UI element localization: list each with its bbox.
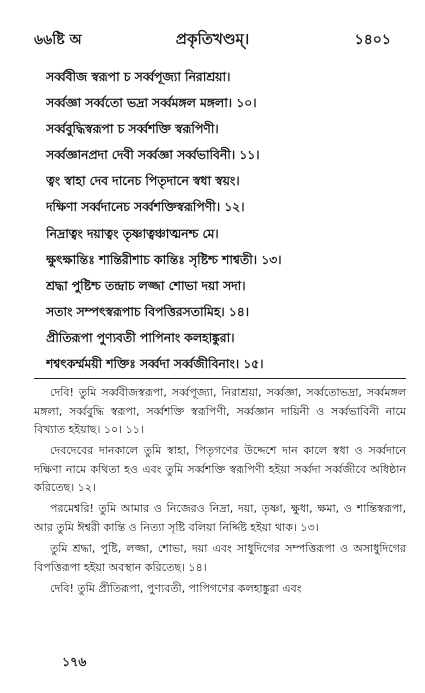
- verse-line: নিদ্রাত্বং দয়াত্বং তৃষ্ণাত্বঞ্চাত্মনশ্চ মে।: [46, 225, 219, 241]
- page-header: [0, 28, 425, 50]
- verse-line: দক্ষিণা সর্ব্বদানেচ সর্ব্বশক্তিস্বরূপিণী। ১২।: [46, 199, 245, 215]
- verse-line: শ্রদ্ধা পুষ্টিশ্চ তন্দ্রাচ লজ্জা শোভা দয়া সদা।: [46, 277, 246, 293]
- sanskrit-verses: [46, 64, 406, 377]
- page-number-top: ১৪০১: [354, 32, 391, 48]
- section-title: প্রকৃতিখণ্ডম্।: [175, 30, 250, 48]
- translation-paragraph: পরমেশ্বরি! তুমি আমার ও নিজেরও নিদ্রা, দয়া, তৃষ্ণা, ক্ষুধা, ক্ষমা, ও শান্তিস্বরূপা, আর তুমি ঈশ্বরী কান্তি ও নিত্যা সৃষ্টি বলিয়া নির্দ্দিষ্ট হইয়া থাক। ১৩।: [34, 502, 406, 534]
- verse-line: ক্ষুৎক্ষান্তিঃ শান্তিরীশাচ কান্তিঃ সৃষ্টিশ্চ শাশ্বতী। ১৩।: [46, 251, 282, 267]
- verse-line: সর্ব্ববীজ স্বরূপা চ সর্ব্বপূজ্যা নিরাশ্রয়া।: [46, 69, 231, 84]
- chapter-label: ৬৬ষ্টি অ: [34, 32, 82, 48]
- verse-line: ত্বং স্বাহা দেব দানেচ পিতৃদানে স্বধা স্বয়ং।: [46, 173, 240, 189]
- verse-line: প্রীতিরূপা পুণ্যবতী পাপিনাং কলহাঙ্কুরা।: [46, 329, 235, 345]
- verse-line: সতাং সম্পৎস্বরূপাচ বিপত্তিরসতামিহ। ১৪।: [46, 303, 250, 319]
- verse-line: শশ্বৎকর্ম্মময়ী শক্তিঃ সর্ব্বদা সর্ব্বজীবিনাং। ১৫।: [46, 356, 264, 372]
- translation-paragraph: দেবি! তুমি প্রীতিরূপা, পুণ্যবতী, পাপিগণের কলহাঙ্কুরা এবং: [50, 581, 302, 595]
- translation-paragraph: তুমি শ্রদ্ধা, পুষ্টি, লজ্জা, শোভা, দয়া এবং সাধুদিগের সম্পত্তিরূপা ও অসাধুদিগের বিপত্তিরূপা হইয়া অবস্থান করিতেছ। ১৪।: [34, 541, 406, 574]
- translation-paragraph: দেবি! তুমি সর্ব্ববীজস্বরূপা, সর্ব্বপূজ্যা, নিরাশ্রয়া, সর্ব্বজ্ঞা, সর্ব্বতোভদ্রা, সর্ব্বমঙ্গল মঙ্গলা, সর্ব্ববুদ্ধি স্বরূপা, সর্ব্বশক্তি স্বরূপিণী, সর্ব্বজ্ঞান দায়িনী ও সর্ব্বভাবিনী নামে বিখ্যাত হইয়াছ। ১০। ১১।: [34, 386, 406, 437]
- verse-line: সর্ব্বজ্ঞানপ্রদা দেবী সর্ব্বজ্ঞা সর্ব্বভাবিনী। ১১।: [46, 147, 260, 163]
- translation-text: [34, 384, 406, 600]
- section-divider: [34, 378, 406, 379]
- verse-line: সর্ব্ববুদ্ধিস্বরূপা চ সর্ব্বশক্তি স্বরূপিণী।: [46, 121, 219, 137]
- translation-paragraph: দেবদেবের দানকালে তুমি স্বাহা, পিতৃগণের উদ্দেশে দান কালে স্বধা ও সর্ব্বদানে দক্ষিণা নামে কথিতা হও এবং তুমি সর্ব্বশক্তি স্বরূপিণী হইয়া সর্ব্বদা সর্ব্বজীবে অধিষ্ঠান করিতেছ। ১২।: [34, 444, 406, 495]
- page-footer-number: ১৭৬: [62, 654, 87, 669]
- verse-line: সর্ব্বজ্ঞা সর্ব্বতো ভদ্রা সর্ব্বমঙ্গল মঙ্গলা। ১০।: [46, 95, 257, 111]
